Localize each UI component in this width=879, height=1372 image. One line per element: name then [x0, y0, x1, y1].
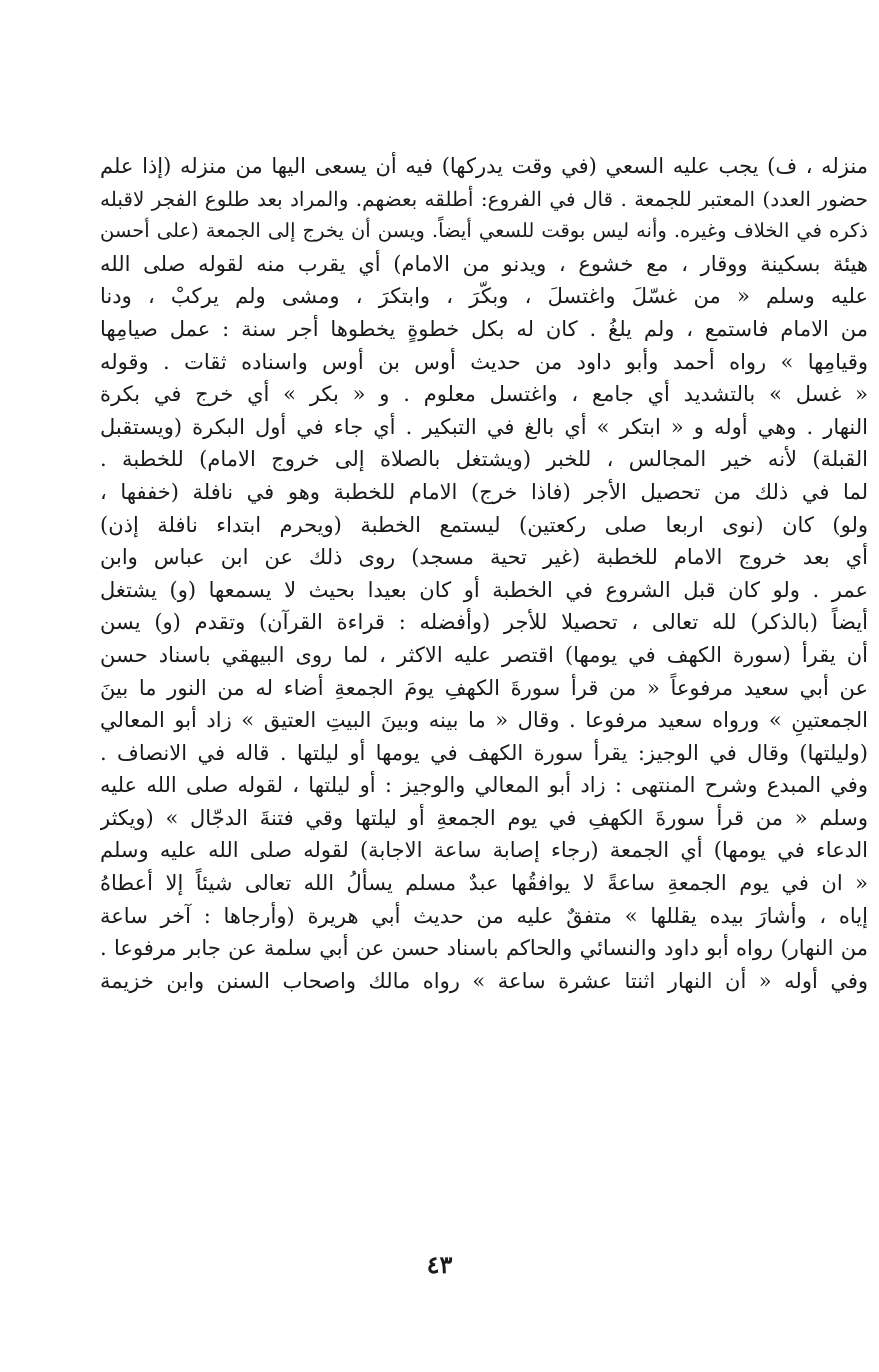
text-line: عمر . ولو كان قبل الشروع في الخطبة أو كان بعيدا بحيث لا يسمعها (و) يشتغل [100, 577, 868, 602]
text-line: وفي المبدع وشرح المنتهى : زاد أبو المعالي والوجيز : أو ليلتها ، لقوله صلى الله عليه [100, 773, 868, 798]
body-text [100, 150, 868, 997]
text-line: « ان في يوم الجمعةِ ساعةً لا يوافقُها عبدٌ مسلم يسألُ الله تعالى شيئاً إلا أعطاهُ [100, 871, 868, 896]
text-line: من النهار) رواه أبو داود والنسائي والحاكم باسناد حسن عن أبي سلمة عن جابر مرفوعا . [100, 936, 868, 961]
text-line: أيضاً (بالذكر) لله تعالى ، تحصيلا للأجر (وأفضله : قراءة القرآن) وتقدم (و) يسن [100, 610, 868, 635]
text-line: ذكره في الخلاف وغيره. وأنه ليس بوقت للسعي أيضاً. ويسن أن يخرج إلى الجمعة (على أحسن [100, 219, 868, 243]
text-line: عن أبي سعيد مرفوعاً « من قرأ سورةَ الكهفِ يومَ الجمعةِ أضاء له من النور ما بينَ [100, 675, 868, 700]
text-line: وقيامِها » رواه أحمد وأبو داود من حديث أوس بن أوس واسناده ثقات . وقوله [100, 349, 868, 374]
text-line: منزله ، ف) يجب عليه السعي (في وقت يدركها) فيه أن يسعى اليها من منزله (إذا علم [100, 154, 868, 178]
text-line: من الامام فاستمع ، ولم يلغُ . كان له بكل خطوةٍ يخطوها أجر سنة : عمل صيامِها [100, 316, 868, 341]
text-line: « غسل » بالتشديد أي جامع ، واغتسل معلوم . و « بكر » أي خرج في بكرة [100, 382, 868, 407]
text-line: أن يقرأ (سورة الكهف في يومها) اقتصر عليه الاكثر ، لما روى البيهقي باسناد حسن [100, 642, 868, 667]
text-line: ولو) كان (نوى اربعا صلى ركعتين) ليستمع الخطبة (ويحرم ابتداء نافلة إذن) [100, 512, 868, 537]
text-line: وسلم « من قرأ سورةَ الكهفِ في يوم الجمعةِ أو ليلتها وقي فتنةَ الدجّال » (ويكثر [100, 805, 868, 830]
text-line: حضور العدد) المعتبر للجمعة . قال في الفروع: أطلقه بعضهم. والمراد بعد طلوع الفجر لاقبله [100, 186, 868, 211]
text-line: إياه ، وأشارَ بيده يقللها » متفقٌ عليه من حديث أبي هريرة (وأرجاها : آخر ساعة [100, 903, 868, 928]
page-number: ٤٣ [426, 1250, 453, 1279]
text-line: وفي أوله « أن النهار اثنتا عشرة ساعة » رواه مالك واصحاب السنن وابن خزيمة [100, 968, 868, 993]
text-line: هيئة بسكينة ووقار ، مع خشوع ، ويدنو من الامام) أي يقرب منه لقوله صلى الله [100, 251, 868, 276]
text-line: القبلة) لأنه خير المجالس ، للخبر (ويشتغل بالصلاة إلى خروج الامام) للخطبة . [100, 447, 868, 472]
text-line: (وليلتها) وقال في الوجيز: يقرأ سورة الكهف في يومها أو ليلتها . قاله في الانصاف . [100, 740, 868, 765]
text-line: عليه وسلم « من غسّلَ واغتسلَ ، وبكّرَ ، وابتكرَ ، ومشى ولم يركبْ ، ودنا [100, 284, 868, 309]
text-line: الجمعتينِ » ورواه سعيد مرفوعا . وقال « ما بينه وبينَ البيتِ العتيق » زاد أبو المعالي [100, 708, 868, 733]
text-line: الدعاء في يومها) أي الجمعة (رجاء إصابة ساعة الاجابة) لقوله صلى الله عليه وسلم [100, 838, 868, 863]
text-line: النهار . وهي أوله و « ابتكر » أي بالغ في التبكير . أي جاء في أول البكرة (ويستقبل [100, 414, 868, 439]
text-line: أي بعد خروج الامام للخطبة (غير تحية مسجد) روى ذلك عن ابن عباس وابن [100, 545, 868, 570]
text-line: لما في ذلك من تحصيل الأجر (فاذا خرج) الامام للخطبة وهو في نافلة (خففها ، [100, 479, 868, 504]
